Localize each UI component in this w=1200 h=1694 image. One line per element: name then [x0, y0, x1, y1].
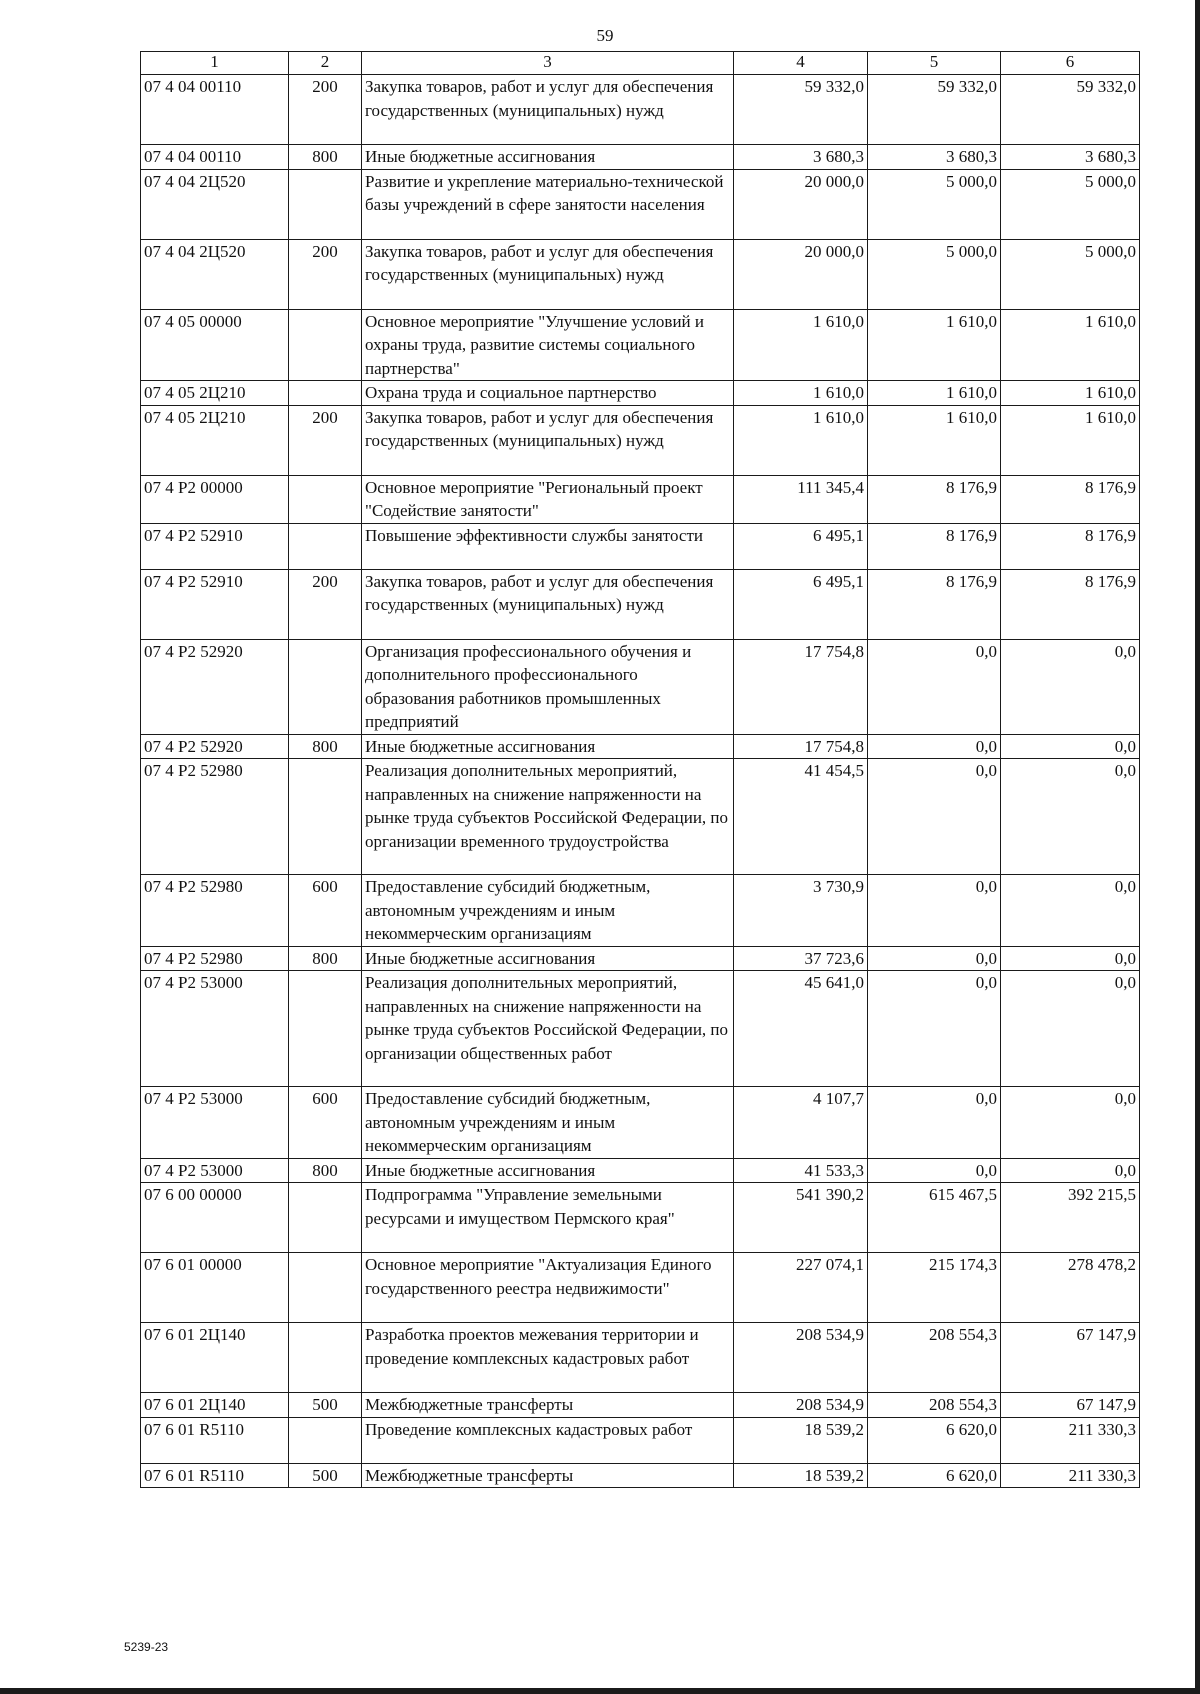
- cell-name: Предоставление субсидий бюджетным, автономным учреждениям и иным некоммерческим организациям: [362, 875, 734, 947]
- cell-value-1: 1 610,0: [734, 309, 868, 381]
- cell-value-1: 41 454,5: [734, 759, 868, 875]
- cell-value-1: 1 610,0: [734, 381, 868, 406]
- table-row: [141, 1087, 1140, 1159]
- cell-value-3: 0,0: [1001, 734, 1140, 759]
- cell-value-1: 18 539,2: [734, 1417, 868, 1463]
- cell-value-3: 5 000,0: [1001, 239, 1140, 309]
- cell-value-2: 8 176,9: [868, 523, 1001, 569]
- cell-expense-type: 800: [289, 145, 362, 170]
- cell-value-2: 615 467,5: [868, 1183, 1001, 1253]
- table-row: [141, 1253, 1140, 1323]
- cell-expense-type: 800: [289, 946, 362, 971]
- cell-value-2: 8 176,9: [868, 475, 1001, 523]
- cell-name: Закупка товаров, работ и услуг для обеспечения государственных (муниципальных) нужд: [362, 569, 734, 639]
- cell-value-2: 8 176,9: [868, 569, 1001, 639]
- cell-value-1: 41 533,3: [734, 1158, 868, 1183]
- cell-value-2: 0,0: [868, 875, 1001, 947]
- cell-value-2: 208 554,3: [868, 1323, 1001, 1393]
- cell-value-1: 20 000,0: [734, 239, 868, 309]
- table-row: [141, 381, 1140, 406]
- cell-name: Разработка проектов межевания территории и проведение комплексных кадастровых работ: [362, 1323, 734, 1393]
- cell-value-3: 0,0: [1001, 639, 1140, 734]
- cell-code: 07 6 01 2Ц140: [141, 1323, 289, 1393]
- cell-value-1: 17 754,8: [734, 734, 868, 759]
- cell-expense-type: [289, 475, 362, 523]
- table-row: [141, 734, 1140, 759]
- table-row: [141, 946, 1140, 971]
- cell-code: 07 4 P2 53000: [141, 971, 289, 1087]
- cell-code: 07 4 P2 52980: [141, 946, 289, 971]
- cell-value-2: 0,0: [868, 946, 1001, 971]
- cell-name: Охрана труда и социальное партнерство: [362, 381, 734, 406]
- cell-value-3: 211 330,3: [1001, 1463, 1140, 1488]
- cell-value-1: 37 723,6: [734, 946, 868, 971]
- document-code: 5239-23: [124, 1640, 169, 1654]
- cell-value-2: 6 620,0: [868, 1463, 1001, 1488]
- cell-value-3: 211 330,3: [1001, 1417, 1140, 1463]
- cell-expense-type: [289, 381, 362, 406]
- header-col-3: 3: [362, 52, 734, 75]
- table-row: [141, 75, 1140, 145]
- cell-value-1: 1 610,0: [734, 405, 868, 475]
- cell-expense-type: 600: [289, 875, 362, 947]
- table-row: [141, 239, 1140, 309]
- table-row: [141, 1417, 1140, 1463]
- cell-expense-type: [289, 1417, 362, 1463]
- table-row: [141, 569, 1140, 639]
- cell-expense-type: [289, 169, 362, 239]
- cell-value-3: 278 478,2: [1001, 1253, 1140, 1323]
- table-row: [141, 309, 1140, 381]
- cell-value-3: 67 147,9: [1001, 1323, 1140, 1393]
- cell-value-3: 0,0: [1001, 759, 1140, 875]
- cell-code: 07 4 P2 53000: [141, 1158, 289, 1183]
- cell-value-2: 5 000,0: [868, 239, 1001, 309]
- cell-value-2: 0,0: [868, 1087, 1001, 1159]
- cell-value-3: 1 610,0: [1001, 381, 1140, 406]
- cell-value-1: 4 107,7: [734, 1087, 868, 1159]
- cell-expense-type: 200: [289, 75, 362, 145]
- table-row: [141, 1183, 1140, 1253]
- cell-value-2: 1 610,0: [868, 309, 1001, 381]
- cell-expense-type: 800: [289, 734, 362, 759]
- cell-value-2: 3 680,3: [868, 145, 1001, 170]
- table-row: [141, 1158, 1140, 1183]
- cell-value-1: 59 332,0: [734, 75, 868, 145]
- cell-value-3: 1 610,0: [1001, 405, 1140, 475]
- cell-expense-type: [289, 971, 362, 1087]
- cell-code: 07 4 05 2Ц210: [141, 405, 289, 475]
- cell-code: 07 4 04 00110: [141, 75, 289, 145]
- header-col-4: 4: [734, 52, 868, 75]
- cell-name: Закупка товаров, работ и услуг для обеспечения государственных (муниципальных) нужд: [362, 405, 734, 475]
- cell-name: Проведение комплексных кадастровых работ: [362, 1417, 734, 1463]
- cell-name: Закупка товаров, работ и услуг для обеспечения государственных (муниципальных) нужд: [362, 239, 734, 309]
- cell-name: Повышение эффективности службы занятости: [362, 523, 734, 569]
- cell-code: 07 6 01 R5110: [141, 1463, 289, 1488]
- cell-value-2: 0,0: [868, 971, 1001, 1087]
- table-row: [141, 1323, 1140, 1393]
- cell-value-1: 111 345,4: [734, 475, 868, 523]
- header-col-6: 6: [1001, 52, 1140, 75]
- cell-value-2: 208 554,3: [868, 1393, 1001, 1418]
- cell-code: 07 4 P2 00000: [141, 475, 289, 523]
- cell-value-1: 3 730,9: [734, 875, 868, 947]
- table-row: [141, 971, 1140, 1087]
- cell-expense-type: 200: [289, 405, 362, 475]
- cell-code: 07 4 04 2Ц520: [141, 169, 289, 239]
- cell-value-2: 0,0: [868, 759, 1001, 875]
- cell-code: 07 4 04 2Ц520: [141, 239, 289, 309]
- cell-code: 07 4 05 2Ц210: [141, 381, 289, 406]
- cell-code: 07 6 01 2Ц140: [141, 1393, 289, 1418]
- cell-name: Закупка товаров, работ и услуг для обеспечения государственных (муниципальных) нужд: [362, 75, 734, 145]
- cell-name: Межбюджетные трансферты: [362, 1463, 734, 1488]
- table-row: [141, 639, 1140, 734]
- table-row: [141, 405, 1140, 475]
- cell-code: 07 4 P2 52910: [141, 523, 289, 569]
- table-row: [141, 169, 1140, 239]
- page-number: 59: [596, 26, 614, 45]
- cell-code: 07 4 P2 52980: [141, 759, 289, 875]
- table-row: [141, 1463, 1140, 1488]
- cell-code: 07 4 P2 52920: [141, 639, 289, 734]
- cell-expense-type: [289, 1253, 362, 1323]
- cell-name: Иные бюджетные ассигнования: [362, 145, 734, 170]
- cell-value-3: 8 176,9: [1001, 523, 1140, 569]
- cell-value-3: 8 176,9: [1001, 475, 1140, 523]
- cell-value-2: 0,0: [868, 1158, 1001, 1183]
- cell-code: 07 6 01 R5110: [141, 1417, 289, 1463]
- cell-value-2: 59 332,0: [868, 75, 1001, 145]
- cell-name: Подпрограмма "Управление земельными ресурсами и имуществом Пермского края": [362, 1183, 734, 1253]
- cell-name: Основное мероприятие "Региональный проект "Содействие занятости": [362, 475, 734, 523]
- cell-value-1: 541 390,2: [734, 1183, 868, 1253]
- cell-expense-type: [289, 309, 362, 381]
- cell-expense-type: 500: [289, 1463, 362, 1488]
- table-header: [141, 52, 1140, 75]
- cell-code: 07 6 00 00000: [141, 1183, 289, 1253]
- cell-value-1: 45 641,0: [734, 971, 868, 1087]
- cell-value-2: 215 174,3: [868, 1253, 1001, 1323]
- cell-name: Организация профессионального обучения и дополнительного профессионального образования работников промышленных предприятий: [362, 639, 734, 734]
- scan-edge-bottom: [0, 1688, 1200, 1694]
- table-row: [141, 145, 1140, 170]
- cell-name: Иные бюджетные ассигнования: [362, 946, 734, 971]
- table-row: [141, 523, 1140, 569]
- cell-value-3: 1 610,0: [1001, 309, 1140, 381]
- cell-name: Иные бюджетные ассигнования: [362, 734, 734, 759]
- header-col-2: 2: [289, 52, 362, 75]
- cell-value-1: 3 680,3: [734, 145, 868, 170]
- cell-value-1: 6 495,1: [734, 523, 868, 569]
- cell-name: Предоставление субсидий бюджетным, автономным учреждениям и иным некоммерческим организациям: [362, 1087, 734, 1159]
- cell-expense-type: [289, 523, 362, 569]
- cell-value-3: 67 147,9: [1001, 1393, 1140, 1418]
- cell-expense-type: 600: [289, 1087, 362, 1159]
- cell-code: 07 4 P2 53000: [141, 1087, 289, 1159]
- cell-value-3: 0,0: [1001, 875, 1140, 947]
- cell-value-2: 5 000,0: [868, 169, 1001, 239]
- cell-value-3: 0,0: [1001, 971, 1140, 1087]
- cell-name: Реализация дополнительных мероприятий, направленных на снижение напряженности на рынке труда субъектов Российской Федерации, по организации временного трудоустройства: [362, 759, 734, 875]
- cell-value-3: 3 680,3: [1001, 145, 1140, 170]
- cell-value-3: 59 332,0: [1001, 75, 1140, 145]
- header-row: [141, 52, 1140, 75]
- cell-value-1: 208 534,9: [734, 1323, 868, 1393]
- cell-code: 07 4 04 00110: [141, 145, 289, 170]
- header-col-1: 1: [141, 52, 289, 75]
- cell-value-1: 17 754,8: [734, 639, 868, 734]
- cell-value-3: 0,0: [1001, 946, 1140, 971]
- cell-value-3: 0,0: [1001, 1158, 1140, 1183]
- cell-value-2: 1 610,0: [868, 381, 1001, 406]
- table-row: [141, 1393, 1140, 1418]
- cell-expense-type: [289, 639, 362, 734]
- budget-table: [140, 51, 1140, 1488]
- cell-value-2: 0,0: [868, 639, 1001, 734]
- cell-code: 07 4 P2 52910: [141, 569, 289, 639]
- cell-code: 07 4 P2 52920: [141, 734, 289, 759]
- cell-expense-type: 200: [289, 569, 362, 639]
- cell-value-1: 20 000,0: [734, 169, 868, 239]
- cell-expense-type: [289, 759, 362, 875]
- cell-value-1: 6 495,1: [734, 569, 868, 639]
- cell-value-1: 18 539,2: [734, 1463, 868, 1488]
- cell-value-1: 208 534,9: [734, 1393, 868, 1418]
- scan-edge-right: [1195, 0, 1200, 1694]
- cell-expense-type: [289, 1323, 362, 1393]
- cell-name: Основное мероприятие "Улучшение условий и охраны труда, развитие системы социального партнерства": [362, 309, 734, 381]
- cell-name: Развитие и укрепление материально-технической базы учреждений в сфере занятости населения: [362, 169, 734, 239]
- cell-value-3: 0,0: [1001, 1087, 1140, 1159]
- cell-expense-type: 500: [289, 1393, 362, 1418]
- cell-name: Межбюджетные трансферты: [362, 1393, 734, 1418]
- cell-name: Иные бюджетные ассигнования: [362, 1158, 734, 1183]
- cell-code: 07 4 P2 52980: [141, 875, 289, 947]
- cell-name: Основное мероприятие "Актуализация Единого государственного реестра недвижимости": [362, 1253, 734, 1323]
- cell-expense-type: [289, 1183, 362, 1253]
- cell-value-2: 1 610,0: [868, 405, 1001, 475]
- cell-code: 07 6 01 00000: [141, 1253, 289, 1323]
- cell-expense-type: 200: [289, 239, 362, 309]
- cell-code: 07 4 05 00000: [141, 309, 289, 381]
- header-col-5: 5: [868, 52, 1001, 75]
- cell-name: Реализация дополнительных мероприятий, направленных на снижение напряженности на рынке труда субъектов Российской Федерации, по организации общественных работ: [362, 971, 734, 1087]
- cell-expense-type: 800: [289, 1158, 362, 1183]
- table-body: [141, 75, 1140, 1488]
- table-row: [141, 759, 1140, 875]
- cell-value-1: 227 074,1: [734, 1253, 868, 1323]
- table-row: [141, 475, 1140, 523]
- cell-value-3: 8 176,9: [1001, 569, 1140, 639]
- cell-value-3: 5 000,0: [1001, 169, 1140, 239]
- cell-value-2: 6 620,0: [868, 1417, 1001, 1463]
- cell-value-3: 392 215,5: [1001, 1183, 1140, 1253]
- cell-value-2: 0,0: [868, 734, 1001, 759]
- table-row: [141, 875, 1140, 947]
